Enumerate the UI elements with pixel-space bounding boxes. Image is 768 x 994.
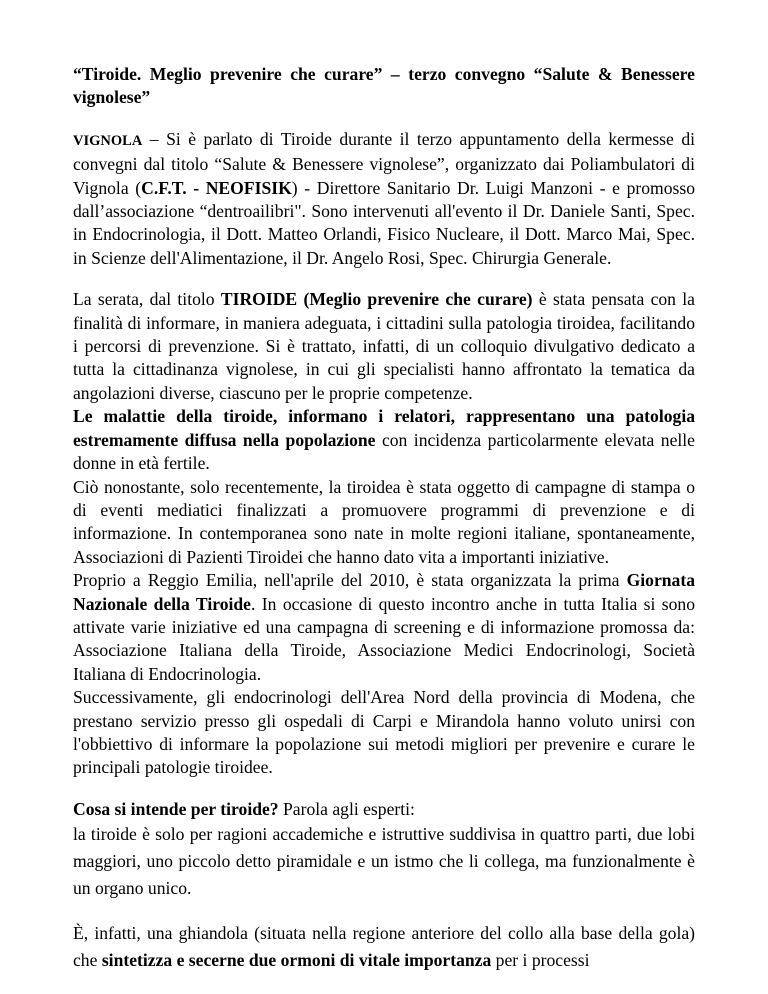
bold-run: sintetizza e secerne due ormoni di vitale importanza [101,950,492,971]
paragraph-lobi: la tiroide è solo per ragioni accademiche e istruttive suddivisa in quattro parti, due lobi maggiori, uno piccolo detto piramidale e un istmo che li collega, ma funzionalmente è un organo unico. [73,824,695,899]
text-run: Si è parlato di Tiroide durante il terzo appuntamento della kermesse di convegni dal titolo “Salute & Benessere vignolese”, organizzato dai Poliambulatori di Vignola ( [73,128,696,198]
text-run: per i processi [491,950,590,971]
dateline-dash: – [142,128,167,149]
bold-run: Cosa si intende per tiroide? [73,798,279,819]
text-run: con incidenza particolarmente elevata nelle donne in età fertile. [73,429,695,474]
text-run: . In occasione di questo incontro anche in tutta Italia si sono attivate varie iniziative ed una campagna di screening e di informazione promossa da: Associazione Italiana della Tiroide, Associazione Medici Endocrinologi, Società Italiana di Endocrinologia. [73,593,696,684]
text-run: Parola agli esperti: [278,798,415,819]
paragraph-modena: Successivamente, gli endocrinologi dell'Area Nord della provincia di Modena, che prestano servizio presso gli ospedali di Carpi e Mirandola hanno voluto unirsi con l'obbiettivo di informare la popolazione sui metodi migliori per prevenire e curare le principali patologie tiroidee. [73,687,695,778]
paragraph-campagne: Ciò nonostante, solo recentemente, la tiroidea è stata oggetto di campagne di stampa o di eventi mediatici finalizzati a promuovere programmi di prevenzione e di informazione. In contemporanea sono nate in molte regioni italiane, spontaneamente, Associazioni di Pazienti Tiroidei che hanno dato vita a importanti iniziative. [73,476,695,567]
paragraph-intro [73,128,695,270]
paragraph-cosa-si-intende [73,798,695,821]
article-title: “Tiroide. Meglio prevenire che curare” – terzo convegno “Salute & Benessere vignolese” [73,64,695,108]
text-run: È, infatti, una ghiandola (situata nella regione anteriore del collo alla base della gola) che [73,923,695,971]
dateline: VIGNOLA [73,132,143,149]
bold-run: Giornata Nazionale della Tiroide [73,570,695,614]
text-run: è stata pensata con la finalità di informare, in maniera adeguata, i cittadini sulla patologia tiroidea, facilitando i percorsi di prevenzione. Si è trattato, infatti, di un colloquio divulgativo dedicato a tutta la cittadinanza vignolese, in cui gli specialisti hanno affrontato la tematica da angolazioni diverse, ciascuno per le proprie competenze. [73,289,695,403]
paragraph-reggio-emilia [73,569,695,686]
bold-run: Le malattie della tiroide, informano i relatori, rappresentano una patologia estremamente diffusa nella popolazione [73,406,695,450]
paragraph-serata [73,288,695,405]
text-run: ) - Direttore Sanitario Dr. Luigi Manzoni - e promosso dall’associazione “dentroailibri". Sono intervenuti all'evento il Dr. Daniele Santi, Spec. in Endocrinologia, il Dott. Matteo Orlandi, Fisico Nucleare, il Dott. Marco Mai, Spec. in Scienze dell'Alimentazione, il Dr. Angelo Rosi, Spec. Chirurgia Generale. [73,177,695,268]
bold-run: C.F.T. - NEOFISIK [141,177,292,198]
paragraph-malattie [73,405,695,475]
paragraph-ghiandola [73,920,695,974]
bold-run: TIROIDE (Meglio prevenire che curare) [220,289,533,310]
text-run: La serata, dal titolo [73,289,221,310]
text-run: Proprio a Reggio Emilia, nell'aprile del 2010, è stata organizzata la prima [73,570,627,591]
